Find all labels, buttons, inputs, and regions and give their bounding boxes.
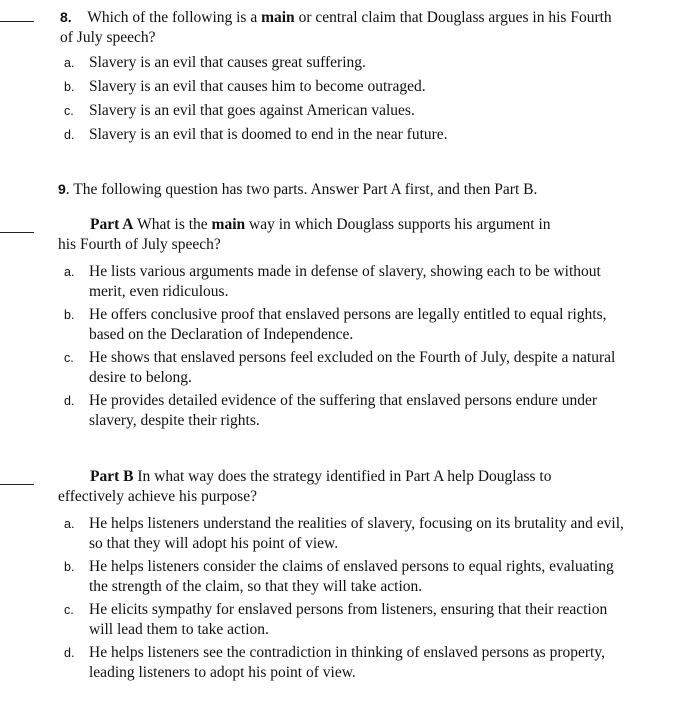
part-b-stem-continued: effectively achieve his purpose?: [58, 488, 257, 505]
option-c[interactable]: c. He elicits sympathy for enslaved persons from listeners, ensuring that their reaction will lead them to take action.: [64, 601, 608, 638]
option-d[interactable]: d. He provides detailed evidence of the suffering that enslaved persons endure under slavery, despite their rights.: [64, 392, 598, 429]
part-a-options: [64, 262, 624, 434]
question-number: 9: [58, 181, 66, 197]
answer-blank-part-a[interactable]: [0, 232, 34, 233]
part-b-options: [64, 514, 624, 686]
part-a-stem-continued: his Fourth of July speech?: [58, 236, 221, 253]
option-d[interactable]: d. He helps listeners see the contradiction in thinking of enslaved persons as property, leading listeners to adopt his point of view.: [64, 644, 605, 681]
question-8-options: [64, 53, 624, 149]
part-b-stem: Part B In what way does the strategy identified in Part A help Douglass to: [90, 468, 552, 485]
option-a[interactable]: a. He lists various arguments made in defense of slavery, showing each to be without merit, even ridiculous.: [64, 263, 601, 300]
option-b[interactable]: b. Slavery is an evil that causes him to become outraged.: [64, 78, 426, 95]
question-8-stem: 8. Which of the following is a main or central claim that Douglass argues in his Fourth of July speech?: [60, 9, 612, 46]
question-number: 8.: [60, 9, 72, 25]
question-9-intro: 9. The following question has two parts. Answer Part A first, and then Part B.: [58, 181, 538, 198]
option-a[interactable]: a. He helps listeners understand the realities of slavery, focusing on its brutality and evil, so that they will adopt his point of view.: [64, 515, 624, 552]
option-d[interactable]: d. Slavery is an evil that is doomed to end in the near future.: [64, 126, 448, 143]
option-c[interactable]: c. He shows that enslaved persons feel excluded on the Fourth of July, despite a natural desire to belong.: [64, 349, 616, 386]
answer-blank-part-b[interactable]: [0, 484, 34, 485]
option-b[interactable]: b. He offers conclusive proof that enslaved persons are legally entitled to equal rights, based on the Declaration of Independence.: [64, 306, 607, 343]
part-a-label: Part A: [90, 216, 134, 233]
answer-blank-q8[interactable]: [0, 21, 34, 22]
option-a[interactable]: a. Slavery is an evil that causes great suffering.: [64, 54, 366, 71]
part-b-label: Part B: [90, 468, 134, 485]
option-c[interactable]: c. Slavery is an evil that goes against American values.: [64, 102, 415, 119]
option-b[interactable]: b. He helps listeners consider the claims of enslaved persons to equal rights, evaluating the strength of the claim, so that they will take action.: [64, 558, 614, 595]
part-a-stem: Part A What is the main way in which Douglass supports his argument in: [90, 216, 551, 233]
